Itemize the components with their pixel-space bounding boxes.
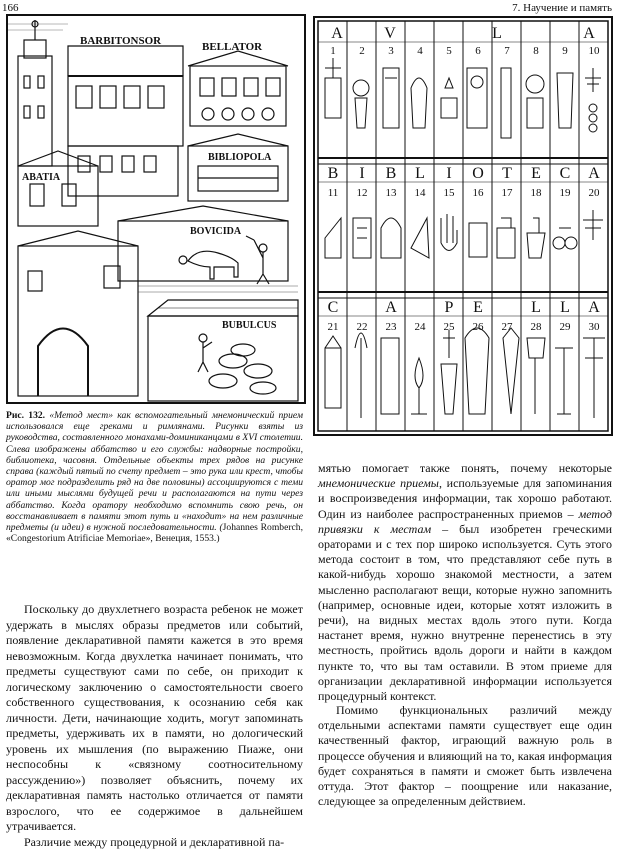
row3-num-3: 23 xyxy=(386,321,398,333)
row2-letter-2: I xyxy=(359,165,364,182)
right-paragraph-2: Помимо функциональных различий между отдельными аспектами памяти существует еще один качественный фактор, играющий важную роль в процессе обучения и влияющий на то, какая информация будет сохраняться в памяти и сможет быть извлечена оттуда. Этот фактор – поощрение или наказание, следующее за определенным действием. xyxy=(318,703,612,809)
label-abatia: ABATIA xyxy=(22,172,61,183)
mnemonic-rows-drawing xyxy=(315,18,611,434)
row2-letter-7: T xyxy=(502,165,512,182)
abbey-woodcut-figure xyxy=(6,14,306,404)
row3-letter-5: L xyxy=(531,299,541,316)
label-barbitonsor: BARBITONSOR xyxy=(80,35,162,47)
page-number: 166 xyxy=(2,2,19,14)
row2-letter-4: L xyxy=(415,165,425,182)
row2-letter-9: C xyxy=(560,165,571,182)
row1-num-4: 4 xyxy=(417,45,423,57)
row3-num-6: 26 xyxy=(473,321,485,333)
right-column-text-2 xyxy=(318,703,612,809)
row3-letter-7: A xyxy=(588,299,600,316)
row2-num-7: 17 xyxy=(502,187,514,199)
row2-num-4: 14 xyxy=(415,187,427,199)
row2-letter-8: E xyxy=(531,165,541,182)
caption-method-term: «Метод мест» xyxy=(49,410,113,421)
right-text-e: – был изобретен греческими ораторами и с тех пор широко используется. Суть этого метода состоит в том, что представляют себе путь в какой-нибудь хорошо знакомой местности, а затем мысленно располагают вещи, которые нужно запомнить (например, основные идеи, которые хотят изложить в речи), на видных местах вдоль этого пути. Когда настанет время, нужно внутренне перенестись в эту местность, пройтись вдоль дороги и найти в каждом пункте то, что вы там оставили. В этом приеме для организации декларативной информации используется процедурный контекст. xyxy=(318,522,612,703)
row1-num-10: 10 xyxy=(589,45,601,57)
row1-num-5: 5 xyxy=(446,45,452,57)
row2-num-8: 18 xyxy=(531,187,543,199)
row3-letter-3: P xyxy=(445,299,454,316)
row1-num-6: 6 xyxy=(475,45,481,57)
row1-num-9: 9 xyxy=(562,45,568,57)
row3-num-9: 29 xyxy=(560,321,572,333)
row2-num-2: 12 xyxy=(357,187,368,199)
row3-letter-1: C xyxy=(328,299,339,316)
left-paragraph-2: Различие между процедурной и декларативной па- xyxy=(6,835,303,850)
row1-letter-1: A xyxy=(331,25,343,42)
row2-letter-1: B xyxy=(328,165,339,182)
caption-source: Johannes Romberch, «Congestorium Atrificiae Memoriae», Венеция, 1553. xyxy=(6,522,303,544)
row1-num-3: 3 xyxy=(388,45,394,57)
row2-letter-3: B xyxy=(386,165,397,182)
label-bibliopola: BIBLIOPOLA xyxy=(208,152,272,163)
right-text-c: , используемые для запоминания и воспроизведения информации, так хорошо работают. Один из наиболее распространенных приемов – xyxy=(318,476,612,520)
chapter-title: 7. Научение и память xyxy=(512,2,612,14)
caption-label: Рис. 132. xyxy=(6,410,45,421)
row2-num-10: 20 xyxy=(589,187,601,199)
row1-num-1: 1 xyxy=(330,45,336,57)
label-bovicida: BOVICIDA xyxy=(190,226,242,237)
row1-num-8: 8 xyxy=(533,45,539,57)
row2-num-6: 16 xyxy=(473,187,485,199)
row3-letter-6: L xyxy=(560,299,570,316)
row1-num-2: 2 xyxy=(359,45,365,57)
row2-num-5: 15 xyxy=(444,187,456,199)
row3-num-10: 30 xyxy=(589,321,601,333)
row2-letter-5: I xyxy=(446,165,451,182)
row3-num-5: 25 xyxy=(444,321,456,333)
row3-letter-2: A xyxy=(385,299,397,316)
right-text-a: мятью помогает также понять, почему некоторые xyxy=(318,461,612,475)
row2-letter-10: A xyxy=(588,165,600,182)
row1-letter-4: A xyxy=(583,25,595,42)
row1-letter-3: L xyxy=(492,25,502,42)
row3-num-2: 22 xyxy=(357,321,368,333)
caption-close: ) xyxy=(216,533,219,544)
row2-num-9: 19 xyxy=(560,187,572,199)
label-bellator: BELLATOR xyxy=(202,41,263,53)
caption-body: как вспомогательный мнемонический прием использовался еще греками и римлянами. Рисунки взяты из руководства, составленного монахами-доминиканцами в XVI столетии. Слева изображены аббатство и его службы: надворные постройки, библиотека, часовня. Отдельные объекты трех рядов на рисунке справа (каждый пятый по счету предмет – это рука или крест, чтобы оратор мог подразделить ряд на две половины) ассоциируются с теми или иными мыслями будущей речи и располагаются на пути через аббатство. Когда оратору необходимо вспомнить xyxy=(6,410,303,511)
row3-letter-4: E xyxy=(473,299,483,316)
left-column-text xyxy=(6,602,303,850)
term-mnemonic-techniques: мнемонические приемы xyxy=(318,476,439,490)
row2-num-3: 13 xyxy=(386,187,398,199)
caption-body-2: , он восстанавливает в памяти этот путь и «находит» на нем различные предметы (и идеи) в нужной последовательности. ( xyxy=(6,500,303,533)
mnemonic-rows-figure xyxy=(313,16,613,436)
row2-num-1: 11 xyxy=(328,187,339,199)
term-method-of-loci: метод привязки к местам xyxy=(318,507,612,536)
row3-num-7: 27 xyxy=(502,321,514,333)
row3-num-4: 24 xyxy=(415,321,427,333)
row3-num-1: 21 xyxy=(328,321,339,333)
caption-speech-term: свою речь xyxy=(240,500,285,511)
label-bubulcus: BUBULCUS xyxy=(222,320,277,331)
left-paragraph-1: Поскольку до двухлетнего возраста ребенок не может удержать в мыслях образы предметов или событий, появление декларативной памяти кажется в это время невозможным. Когда двухлетка начинает понимать, что предметы существуют сами по себе, он приходит к логическому заключению о самостоятельности своего собственного существования, к осознанию себя как личности. Дети, начинающие ходить, могут запоминать предметы, удерживать их в памяти, но дологический уровень их мышления (по выражению Пиаже, они неспособны к «связному соотносительному рассуждению») позволяет объяснить, почему их декларативная память настолько отличается от памяти взрослого, что ее содержимое в дальнейшем утрачивается. xyxy=(6,602,303,835)
figure-caption xyxy=(6,410,303,544)
row3-num-8: 28 xyxy=(531,321,543,333)
row1-letter-2: V xyxy=(384,25,396,42)
abbey-woodcut-drawing xyxy=(8,16,304,402)
row2-letter-6: O xyxy=(472,165,484,182)
right-column-text-1 xyxy=(318,461,612,704)
row1-num-7: 7 xyxy=(504,45,510,57)
